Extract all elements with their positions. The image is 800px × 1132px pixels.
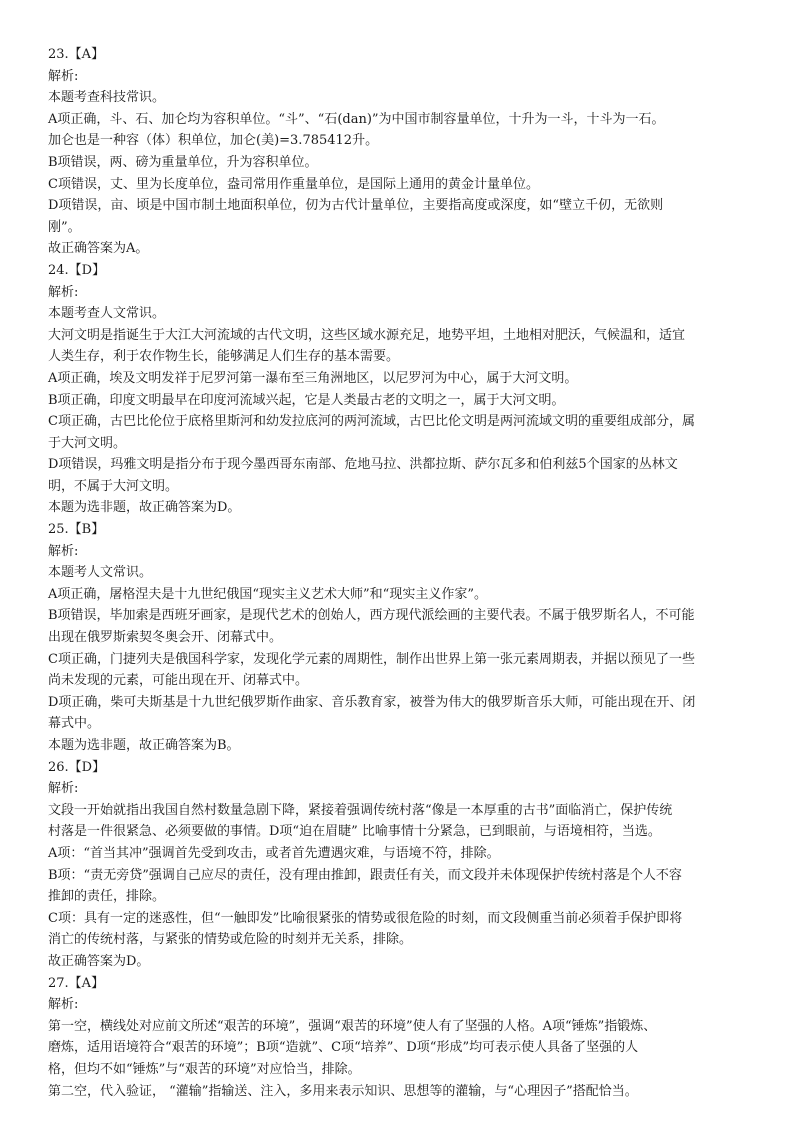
text-line: 消亡的传统村落，与紧张的情势或危险的时刻并无关系，排除。 [48, 932, 413, 948]
text-line: B项错误，毕加索是西班牙画家，是现代艺术的创始人，西方现代派绘画的主要代表。不属于俄罗斯名人，不可能 [48, 608, 695, 624]
text-line: A项正确，屠格涅夫是十九世纪俄国“现实主义艺术大师”和“现实主义作家”。 [48, 586, 487, 602]
text-line: 幕式中。 [48, 716, 101, 732]
text-line: 解析: [48, 781, 79, 797]
text-line: B项：“责无旁贷”强调自己应尽的责任，没有理由推卸，跟责任有关，而文段并未体现保护传统村落是个人不容 [48, 867, 682, 883]
text-line: 加仑也是一种容（体）积单位，加仑(美)=3.785412升。 [48, 133, 379, 149]
text-line: 第一空，横线处对应前文所述“艰苦的环境”，强调“艰苦的环境”使人有了坚强的人格。A项“锤炼”指锻炼、 [48, 1018, 657, 1034]
text-line: C项错误，丈、里为长度单位，盎司常用作重量单位，是国际上通用的黄金计量单位。 [48, 176, 539, 192]
text-line: 大河文明是指诞生于大江大河流域的古代文明，这些区域水源充足，地势平坦，土地相对肥沃，气候温和，适宜 [48, 327, 686, 343]
text-line: 推卸的责任，排除。 [48, 889, 166, 905]
text-line: B项错误，两、磅为重量单位，升为容积单位。 [48, 154, 318, 170]
text-line: A项：“首当其冲”强调首先受到攻击，或者首先遭遇灾难，与语境不符，排除。 [48, 845, 500, 861]
text-line: 故正确答案为A。 [48, 241, 149, 257]
text-line: 第二空，代入验证， “灌输”指输送、注入，多用来表示知识、思想等的灌输，与“心理因子”搭配恰当。 [48, 1083, 638, 1099]
text-line: 村落是一件很紧急、必须要做的事情。D项“迫在眉睫” 比喻事情十分紧急，已到眼前，与语境相符，当选。 [48, 824, 661, 840]
text-line: 26.【D】 [48, 759, 106, 775]
text-line: 本题考查科技常识。 [48, 90, 166, 106]
text-line: 解析: [48, 543, 79, 559]
text-line: 尚未发现的元素，可能出现在开、闭幕式中。 [48, 673, 309, 689]
text-line: B项正确，印度文明最早在印度河流域兴起，它是人类最古老的文明之一，属于大河文明。 [48, 392, 565, 408]
text-line: 刚”。 [48, 219, 81, 235]
text-line: 25.【B】 [48, 522, 105, 538]
text-line: 格，但均不如“锤炼”与“艰苦的环境”对应恰当，排除。 [48, 1061, 361, 1077]
text-line: 23.【A】 [48, 47, 105, 62]
text-line: 24.【D】 [48, 262, 106, 278]
text-line: 本题考人文常识。 [48, 565, 153, 581]
text-line: 明，不属于大河文明。 [48, 478, 179, 494]
text-line: 解析: [48, 284, 79, 300]
text-line: 磨炼，适用语境符合“艰苦的环境”；B项“造就”、C项“培养”、D项“形成”均可表示使人具备了坚强的人 [48, 1040, 639, 1056]
text-line: 人类生存，利于农作物生长，能够满足人们生存的基本需要。 [48, 349, 400, 365]
text-line: 解析: [48, 68, 79, 84]
text-line: 解析: [48, 997, 79, 1013]
text-line: D项错误，玛雅文明是指分布于现今墨西哥东南部、危地马拉、洪都拉斯、萨尔瓦多和伯利兹5个国家的丛林文 [48, 457, 678, 473]
text-line: D项正确，柴可夫斯基是十九世纪俄罗斯作曲家、音乐教育家，被誉为伟大的俄罗斯音乐大师，可能出现在开、闭 [48, 694, 696, 710]
text-line: 文段一开始就指出我国自然村数量急剧下降，紧接着强调传统村落“像是一本厚重的古书”面临消亡，保护传统 [48, 802, 673, 818]
text-line: 27.【A】 [48, 975, 105, 991]
text-line: A项正确，埃及文明发祥于尼罗河第一瀑布至三角洲地区，以尼罗河为中心，属于大河文明。 [48, 370, 578, 386]
text-line: C项：具有一定的迷惑性，但“一触即发”比喻很紧张的情势或很危险的时刻，而文段侧重当前必须着手保护即将 [48, 910, 683, 926]
text-line: D项错误，亩、顷是中国市制土地面积单位，仞为古代计量单位，主要指高度或深度，如“壁立千仞，无欲则 [48, 198, 664, 214]
text-line: 本题考查人文常识。 [48, 306, 166, 322]
text-line: 本题为选非题，故正确答案为D。 [48, 500, 241, 516]
text-line: C项正确，古巴比伦位于底格里斯河和幼发拉底河的两河流域，古巴比伦文明是两河流域文明的重要组成部分，属 [48, 414, 695, 430]
text-line: 于大河文明。 [48, 435, 127, 451]
document-page [48, 44, 760, 1102]
text-line: 故正确答案为D。 [48, 953, 150, 969]
text-line: A项正确，斗、石、加仑均为容积单位。“斗”、“石(dan)”为中国市制容量单位，十升为一斗，十斗为一石。 [48, 111, 665, 127]
text-line: C项正确，门捷列夫是俄国科学家，发现化学元素的周期性，制作出世界上第一张元素周期表，并据以预见了一些 [48, 651, 695, 667]
text-line: 本题为选非题，故正确答案为B。 [48, 738, 240, 753]
text-line: 出现在俄罗斯索契冬奥会开、闭幕式中。 [48, 630, 283, 646]
